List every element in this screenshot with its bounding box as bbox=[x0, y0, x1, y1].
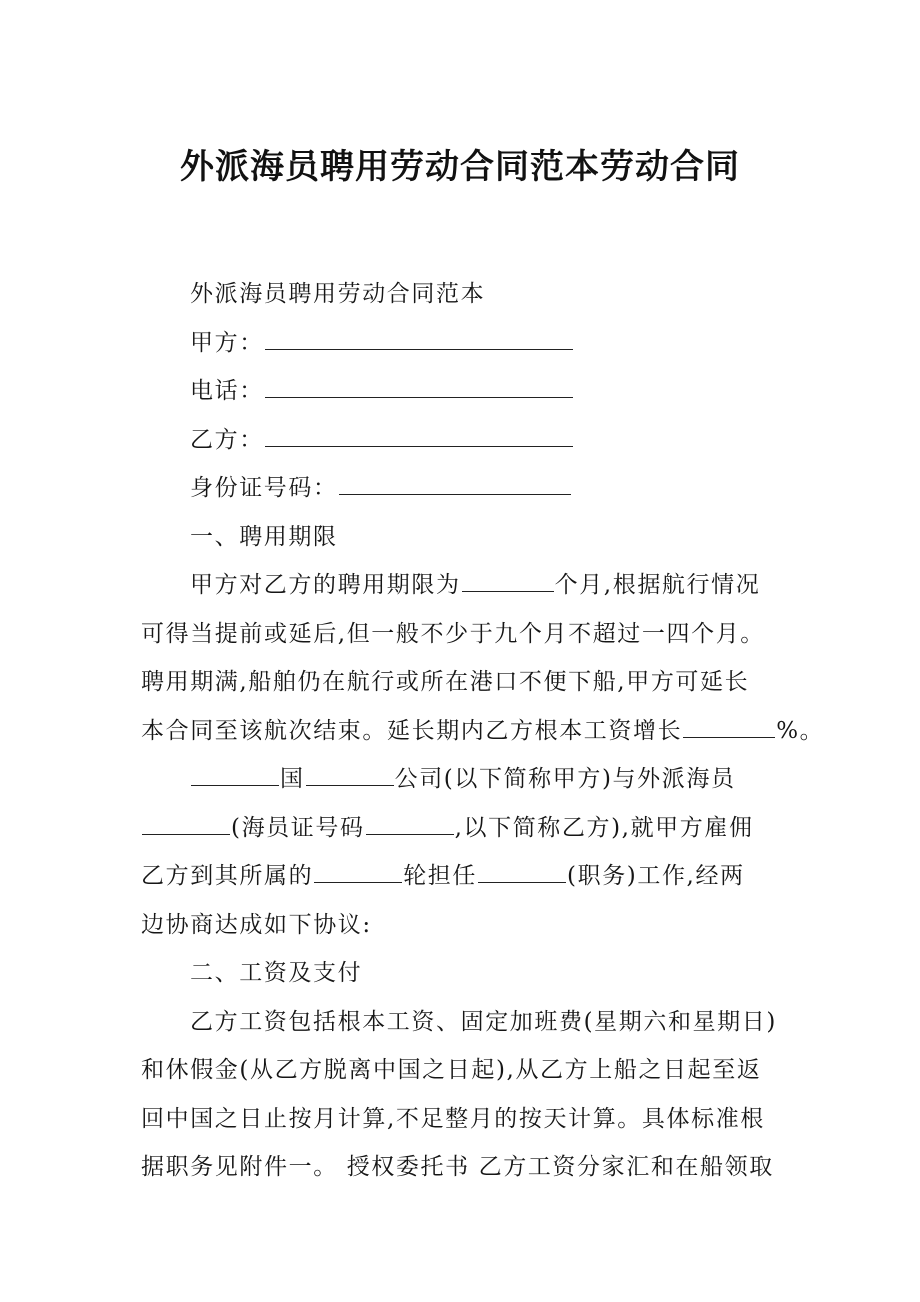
text-segment: 本合同至该航次结束。延长期内乙方根本工资增长 bbox=[141, 717, 683, 744]
months-blank bbox=[462, 571, 554, 592]
paragraph-line bbox=[141, 707, 825, 756]
document-body bbox=[141, 270, 825, 1192]
paragraph-line: 和休假金(从乙方脱离中国之日起),从乙方上船之日起至返 bbox=[141, 1057, 762, 1083]
party-b-blank bbox=[265, 426, 573, 447]
text-segment: 个月,根据航行情况 bbox=[554, 572, 761, 598]
paragraph-line: 据职务见附件一。 授权委托书 乙方工资分家汇和在船领取 bbox=[141, 1154, 774, 1180]
text-segment: (职务)工作,经两 bbox=[567, 863, 745, 889]
text-segment: 甲方对乙方的聘用期限为 bbox=[190, 572, 461, 598]
country-blank bbox=[191, 765, 279, 786]
id-number-field bbox=[141, 464, 781, 513]
paragraph-line: 聘用期满,船舶仍在航行或所在港口不便下船,甲方可延长 bbox=[141, 669, 750, 695]
paragraph-line: 边协商达成如下协议: bbox=[141, 911, 372, 938]
paragraph-line: 乙方工资包括根本工资、固定加班费(星期六和星期日) bbox=[190, 1008, 777, 1035]
phone-field bbox=[141, 367, 781, 416]
phone-blank bbox=[265, 377, 573, 398]
percent-blank bbox=[683, 717, 775, 738]
paragraph-line bbox=[141, 561, 781, 610]
text-segment: 公司(以下简称甲方)与外派海员 bbox=[394, 766, 736, 792]
phone-label: 电话： bbox=[190, 378, 264, 404]
section-1-heading: 一、聘用期限 bbox=[190, 523, 338, 550]
document-title: 外派海员聘用劳动合同范本劳动合同 bbox=[180, 147, 740, 187]
text-segment: (海员证号码 bbox=[231, 814, 365, 841]
ship-blank bbox=[314, 862, 402, 883]
text-segment: 轮担任 bbox=[403, 863, 478, 889]
id-number-blank bbox=[339, 474, 571, 495]
party-a-blank bbox=[265, 329, 573, 350]
id-number-label: 身份证号码： bbox=[190, 475, 338, 501]
party-b-label: 乙方： bbox=[190, 426, 264, 453]
paragraph-line: 回中国之日止按月计算,不足整月的按天计算。具体标准根 bbox=[141, 1105, 765, 1132]
seafarer-name-blank bbox=[142, 814, 230, 835]
position-blank bbox=[478, 862, 566, 883]
seafarer-id-blank bbox=[366, 814, 454, 835]
text-segment: 乙方到其所属的 bbox=[141, 863, 314, 889]
text-segment: ,以下简称乙方),就甲方雇佣 bbox=[454, 814, 754, 841]
paragraph-line: 可得当提前或延后,但一般不少于九个月不超过一四个月。 bbox=[141, 620, 765, 647]
paragraph-line bbox=[141, 804, 781, 853]
party-a-label: 甲方： bbox=[190, 329, 264, 356]
party-a-field bbox=[141, 319, 781, 368]
company-blank bbox=[306, 765, 394, 786]
paragraph-line bbox=[141, 852, 781, 901]
text-segment: 国 bbox=[280, 766, 305, 792]
paragraph-line bbox=[141, 755, 781, 804]
section-2-heading: 二、工资及支付 bbox=[190, 960, 363, 986]
document-subtitle: 外派海员聘用劳动合同范本 bbox=[190, 281, 486, 307]
party-b-field bbox=[141, 416, 781, 465]
text-segment: %。 bbox=[776, 717, 825, 744]
